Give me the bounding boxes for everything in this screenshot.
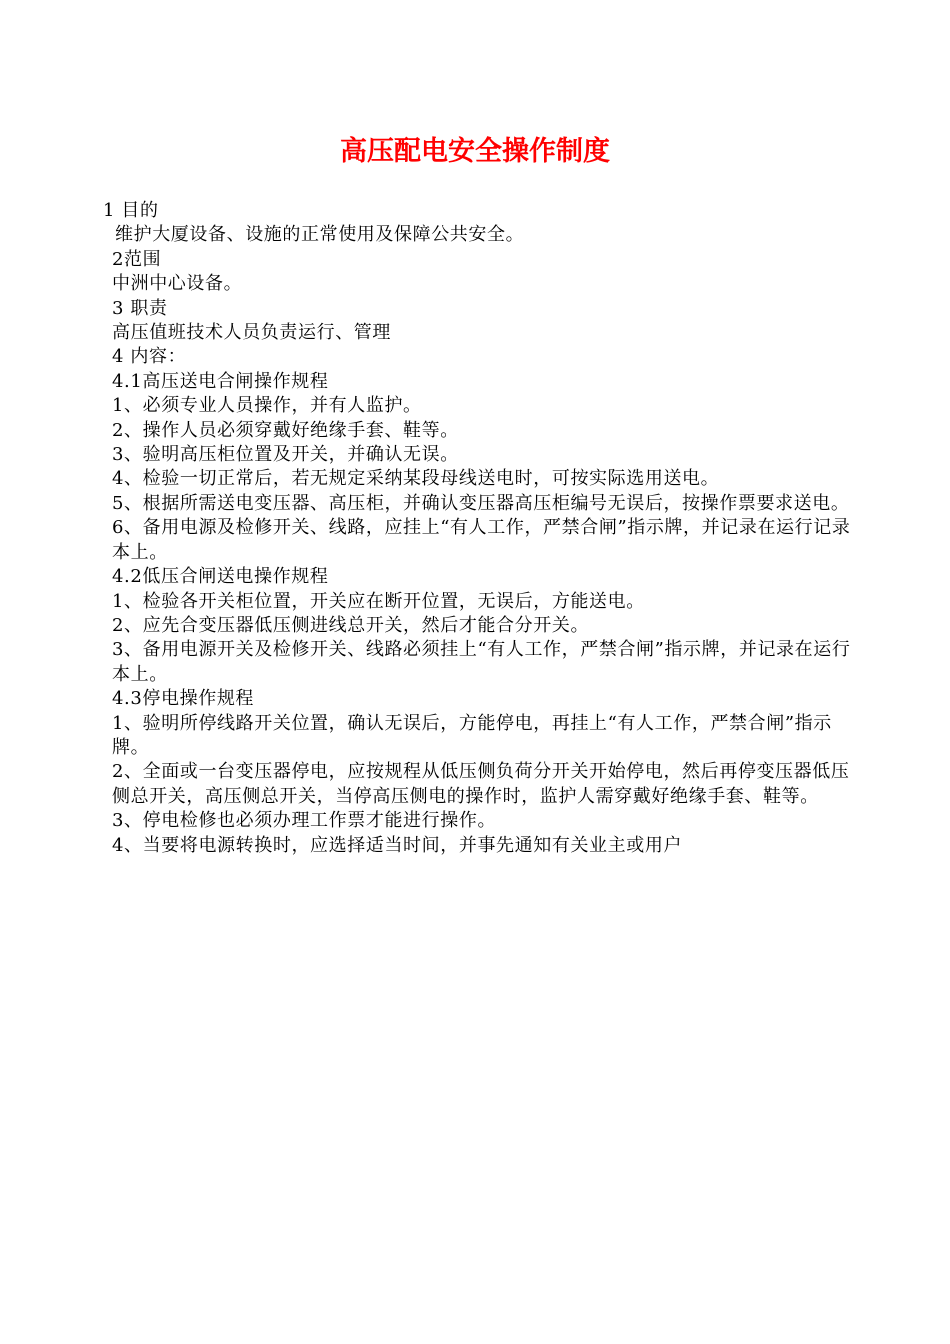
paragraph: 高压值班技术人员负责运行、管理 [112,322,391,344]
subsection-heading: 4.3停电操作规程 [112,688,255,710]
list-item: 3、备用电源开关及检修开关、线路必须挂上“有人工作，严禁合闸”指示牌，并记录在运行本上。 [112,639,851,685]
document-body [103,199,852,858]
subsection-heading: 4.2低压合闸送电操作规程 [112,566,329,588]
paragraph: 维护大厦设备、设施的正常使用及保障公共安全。 [115,224,525,246]
section-heading-content: 4 内容： [112,346,187,368]
section-heading-purpose: 1 目的 [103,200,159,221]
subsection-heading: 4.1高压送电合闸操作规程 [112,370,329,392]
list-item: 3、停电检修也必须办理工作票才能进行操作。 [112,810,497,832]
list-item: 2、全面或一台变压器停电，应按规程从低压侧负荷分开关开始停电，然后再停变压器低压侧总开关，高压侧总开关，当停高压侧电的操作时，监护人需穿戴好绝缘手套、鞋等。 [112,761,850,807]
list-item: 4、当要将电源转换时，应选择适当时间，并事先通知有关业主或用户 [112,834,683,856]
list-item: 6、备用电源及检修开关、线路，应挂上“有人工作，严禁合闸”指示牌，并记录在运行记录本上。 [112,517,851,563]
list-item: 1、检验各开关柜位置，开关应在断开位置，无误后，方能送电。 [112,590,645,612]
list-item: 1、必须专业人员操作，并有人监护。 [112,395,422,417]
list-item: 4、检验一切正常后，若无规定采纳某段母线送电时，可按实际选用送电。 [112,468,720,490]
section-heading-duties: 3 职责 [112,297,168,319]
document-title: 高压配电安全操作制度 [340,136,610,167]
list-item: 5、根据所需送电变压器、高压柜，并确认变压器高压柜编号无误后，按操作票要求送电。 [112,492,850,514]
section-heading-scope: 2范围 [112,248,162,270]
list-item: 2、应先合变压器低压侧进线总开关，然后才能合分开关。 [112,614,590,636]
paragraph: 中洲中心设备。 [112,273,243,295]
list-item: 3、验明高压柜位置及开关，并确认无误。 [112,444,459,466]
list-item: 1、验明所停线路开关位置，确认无误后，方能停电，再挂上“有人工作，严禁合闸”指示牌。 [112,712,832,758]
list-item: 2、操作人员必须穿戴好绝缘手套、鞋等。 [112,419,459,441]
